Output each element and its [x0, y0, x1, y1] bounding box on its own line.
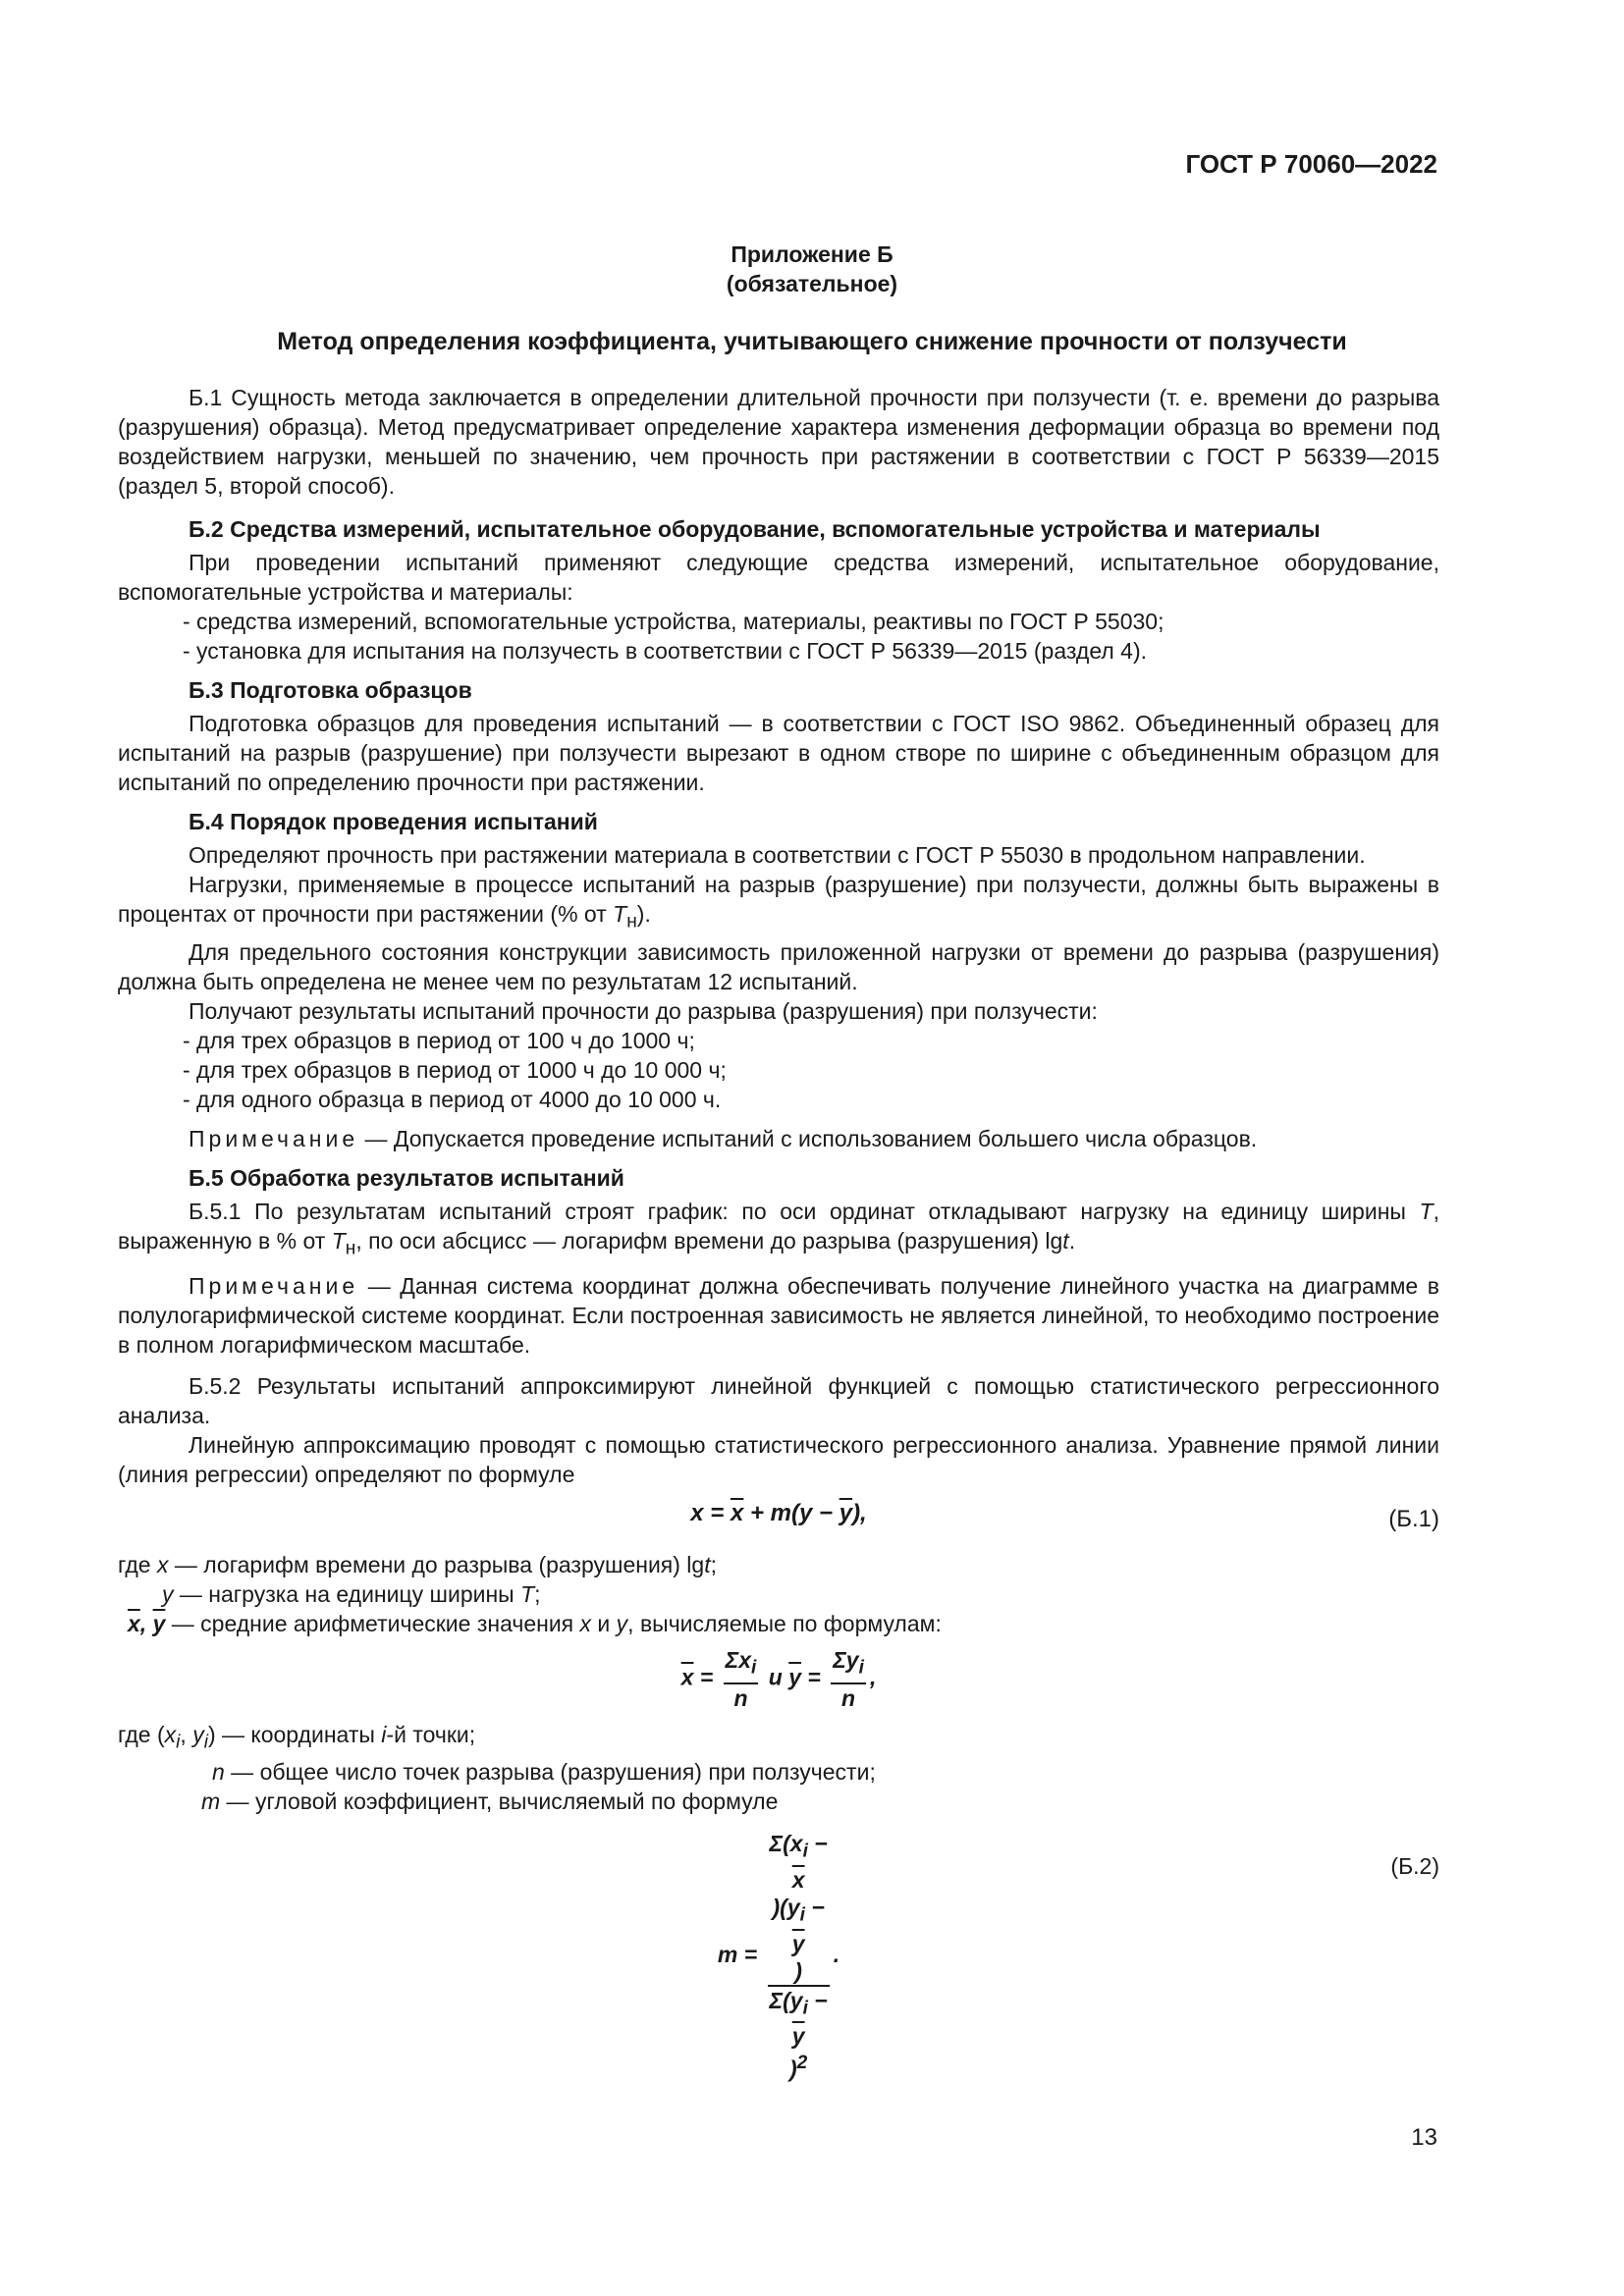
list-item: - установка для испытания на ползучесть в соответствии с ГОСТ Р 56339—2015 (раздел 4). [183, 638, 1147, 664]
text: и [768, 1664, 783, 1690]
where-x: где x — логарифм времени до разрыва (разрушения) lgt; [118, 1552, 717, 1578]
text: — координаты [215, 1721, 382, 1747]
formula-b1 [118, 1499, 1439, 1538]
text: Нагрузки, применяемые в процессе испытаний на разрыв (разрушение) при ползучести, должны быть выражены в процентах от прочности при растяжении (% от [118, 872, 1439, 927]
document-header: ГОСТ Р 70060—2022 [1185, 149, 1437, 179]
text: — общее число точек разрыва (разрушения) при ползучести; [224, 1759, 876, 1786]
note-label: Примечание [189, 1273, 359, 1300]
where-xy: $\overline{x}$, $\overline{y}$ — средние арифметические значения x и y, вычисляемые по формулам: [128, 1611, 942, 1637]
note-b5-1 [118, 1271, 1439, 1360]
paragraph-b4-3: Для предельного состояния конструкции зависимость приложенной нагрузки от времени до разрыва (разрушения) должна быть определена не менее чем по результатам 12 испытаний. [118, 938, 1439, 994]
appendix-subtitle: (обязательное) [726, 271, 898, 296]
where-m: m — угловой коэффициент, вычисляемый по формуле [201, 1789, 779, 1815]
appendix-title: Приложение Б [731, 241, 893, 267]
page-number: 13 [1411, 2124, 1437, 2151]
formula-b2 [118, 1830, 1439, 2082]
text: и [597, 1611, 611, 1637]
list-item: - для одного образца в период от 4000 до 10 000 ч. [183, 1086, 722, 1112]
heading-b2: Б.2 Средства измерений, испытательное оборудование, вспомогательные устройства и материалы [189, 516, 1321, 542]
text: Б.5.1 По результатам испытаний строят график: по оси ординат откладывают нагрузку на единицу ширины [189, 1198, 1420, 1224]
where-y: y — нагрузка на единицу ширины T; [162, 1581, 541, 1608]
list-item: - средства измерений, вспомогательные устройства, материалы, реактивы по ГОСТ Р 55030; [183, 609, 1164, 634]
where-n: n — общее число точек разрыва (разрушения) при ползучести; [212, 1759, 876, 1786]
paragraph-b3: Подготовка образцов для проведения испытаний — в соответствии с ГОСТ ISO 9862. Объединенный образец для испытаний на разрыв (разрушение) при ползучести вырезают в одном створе по ширине с объединенным образцом для испытаний по определению прочности при растяжении. [118, 711, 1439, 795]
text: — средние арифметические значения [165, 1611, 580, 1637]
formula-b2-equation: m = $\Sigma(x_i$ − $\overline{x}$ )($y_i$ − $\overline{y}$ ) $\Sigma(y_i$ − $\overline{y}$ )$^2$ . [717, 1831, 840, 2082]
text: где [118, 1721, 151, 1747]
text: , вычисляемые по формулам: [627, 1611, 942, 1637]
where-xiyi: где ($x_i$, $y_i$) — координаты i-й точки; [118, 1721, 476, 1753]
text: , по оси абсцисс — логарифм времени до разрыва (разрушения) lg [355, 1227, 1063, 1254]
note-b4 [118, 1124, 1439, 1153]
list-item: - для трех образцов в период от 1000 ч до 10 000 ч; [183, 1056, 727, 1083]
formula-b2-number: (Б.2) [1390, 1853, 1439, 1880]
paragraph-b4-1: Определяют прочность при растяжении материала в соответствии с ГОСТ Р 55030 в продольном направлении. [189, 842, 1366, 868]
formula-b1-equation: $x = \overline{x} + m(y - \overline{y})$, [690, 1500, 867, 1527]
text: ). [636, 901, 651, 927]
paragraph-b5-1: Б.5.1 По результатам испытаний строят график: по оси ординат откладывают нагрузку на единицу ширины T, выраженную в % от $T_н$, по оси абсцисс — логарифм времени до разрыва (разрушения) lgt. [118, 1198, 1439, 1259]
paragraph-b5-2: Б.5.2 Результаты испытаний аппроксимируют линейной функцией с помощью статистического регрессионного анализа. [118, 1373, 1439, 1429]
heading-b4: Б.4 Порядок проведения испытаний [189, 809, 598, 834]
paragraph-b2: При проведении испытаний применяют следующие средства измерений, испытательное оборудование, вспомогательные устройства и материалы: [118, 550, 1439, 605]
paragraph-b1: Б.1 Сущность метода заключается в определении длительной прочности при ползучести (т. е. времени до разрыва (разрушения) образца). Метод предусматривает определение характера изменения деформации образца во времени под воздействием нагрузки, меньшей по значению, чем прочность при растяжении в соответствии с ГОСТ Р 56339—2015 (раздел 5, второй способ). [118, 385, 1439, 499]
formula-means: $\overline{x}$ = $\frac{\Sigma x_i}{n}$ и $\overline{y}$ = $\frac{\Sigma y_i}{n}$ , [680, 1647, 877, 1711]
text: где [118, 1552, 151, 1578]
note-text: — Данная система координат должна обеспечивать получение линейного участка на диаграмме в полулогарифмической системе координат. Если построенная зависимость не является линейной, то необходимо построение в полном логарифмическом масштабе. [118, 1273, 1439, 1359]
note-label: Примечание [189, 1125, 359, 1151]
text: — нагрузка на единицу ширины [173, 1581, 521, 1608]
heading-b5: Б.5 Обработка результатов испытаний [189, 1164, 624, 1191]
paragraph-b4-2: Нагрузки, применяемые в процессе испытаний на разрыв (разрушение) при ползучести, должны быть выражены в процентах от прочности при растяжении (% от $T_н$). [118, 872, 1439, 933]
heading-b3: Б.3 Подготовка образцов [189, 677, 472, 703]
section-title: Метод определения коэффициента, учитывающего снижение прочности от ползучести [277, 328, 1347, 355]
text: — угловой коэффициент, вычисляемый по формуле [220, 1789, 779, 1815]
formula-b1-number: (Б.1) [1388, 1506, 1439, 1533]
paragraph-b5-2-2: Линейную аппроксимацию проводят с помощью статистического регрессионного анализа. Уравнение прямой линии (линия регрессии) определяют по формуле [118, 1432, 1439, 1488]
paragraph-b4-4: Получают результаты испытаний прочности до разрыва (разрушения) при ползучести: [189, 997, 1098, 1024]
text: , выраженную в % от [118, 1198, 1439, 1254]
text: — логарифм времени до разрыва (разрушения) lg [168, 1552, 705, 1578]
note-text: — Допускается проведение испытаний с использованием большего числа образцов. [358, 1125, 1258, 1151]
text: -й точки; [386, 1721, 476, 1747]
document-body [118, 383, 1439, 2082]
list-item: - для трех образцов в период от 100 ч до 1000 ч; [183, 1027, 695, 1053]
